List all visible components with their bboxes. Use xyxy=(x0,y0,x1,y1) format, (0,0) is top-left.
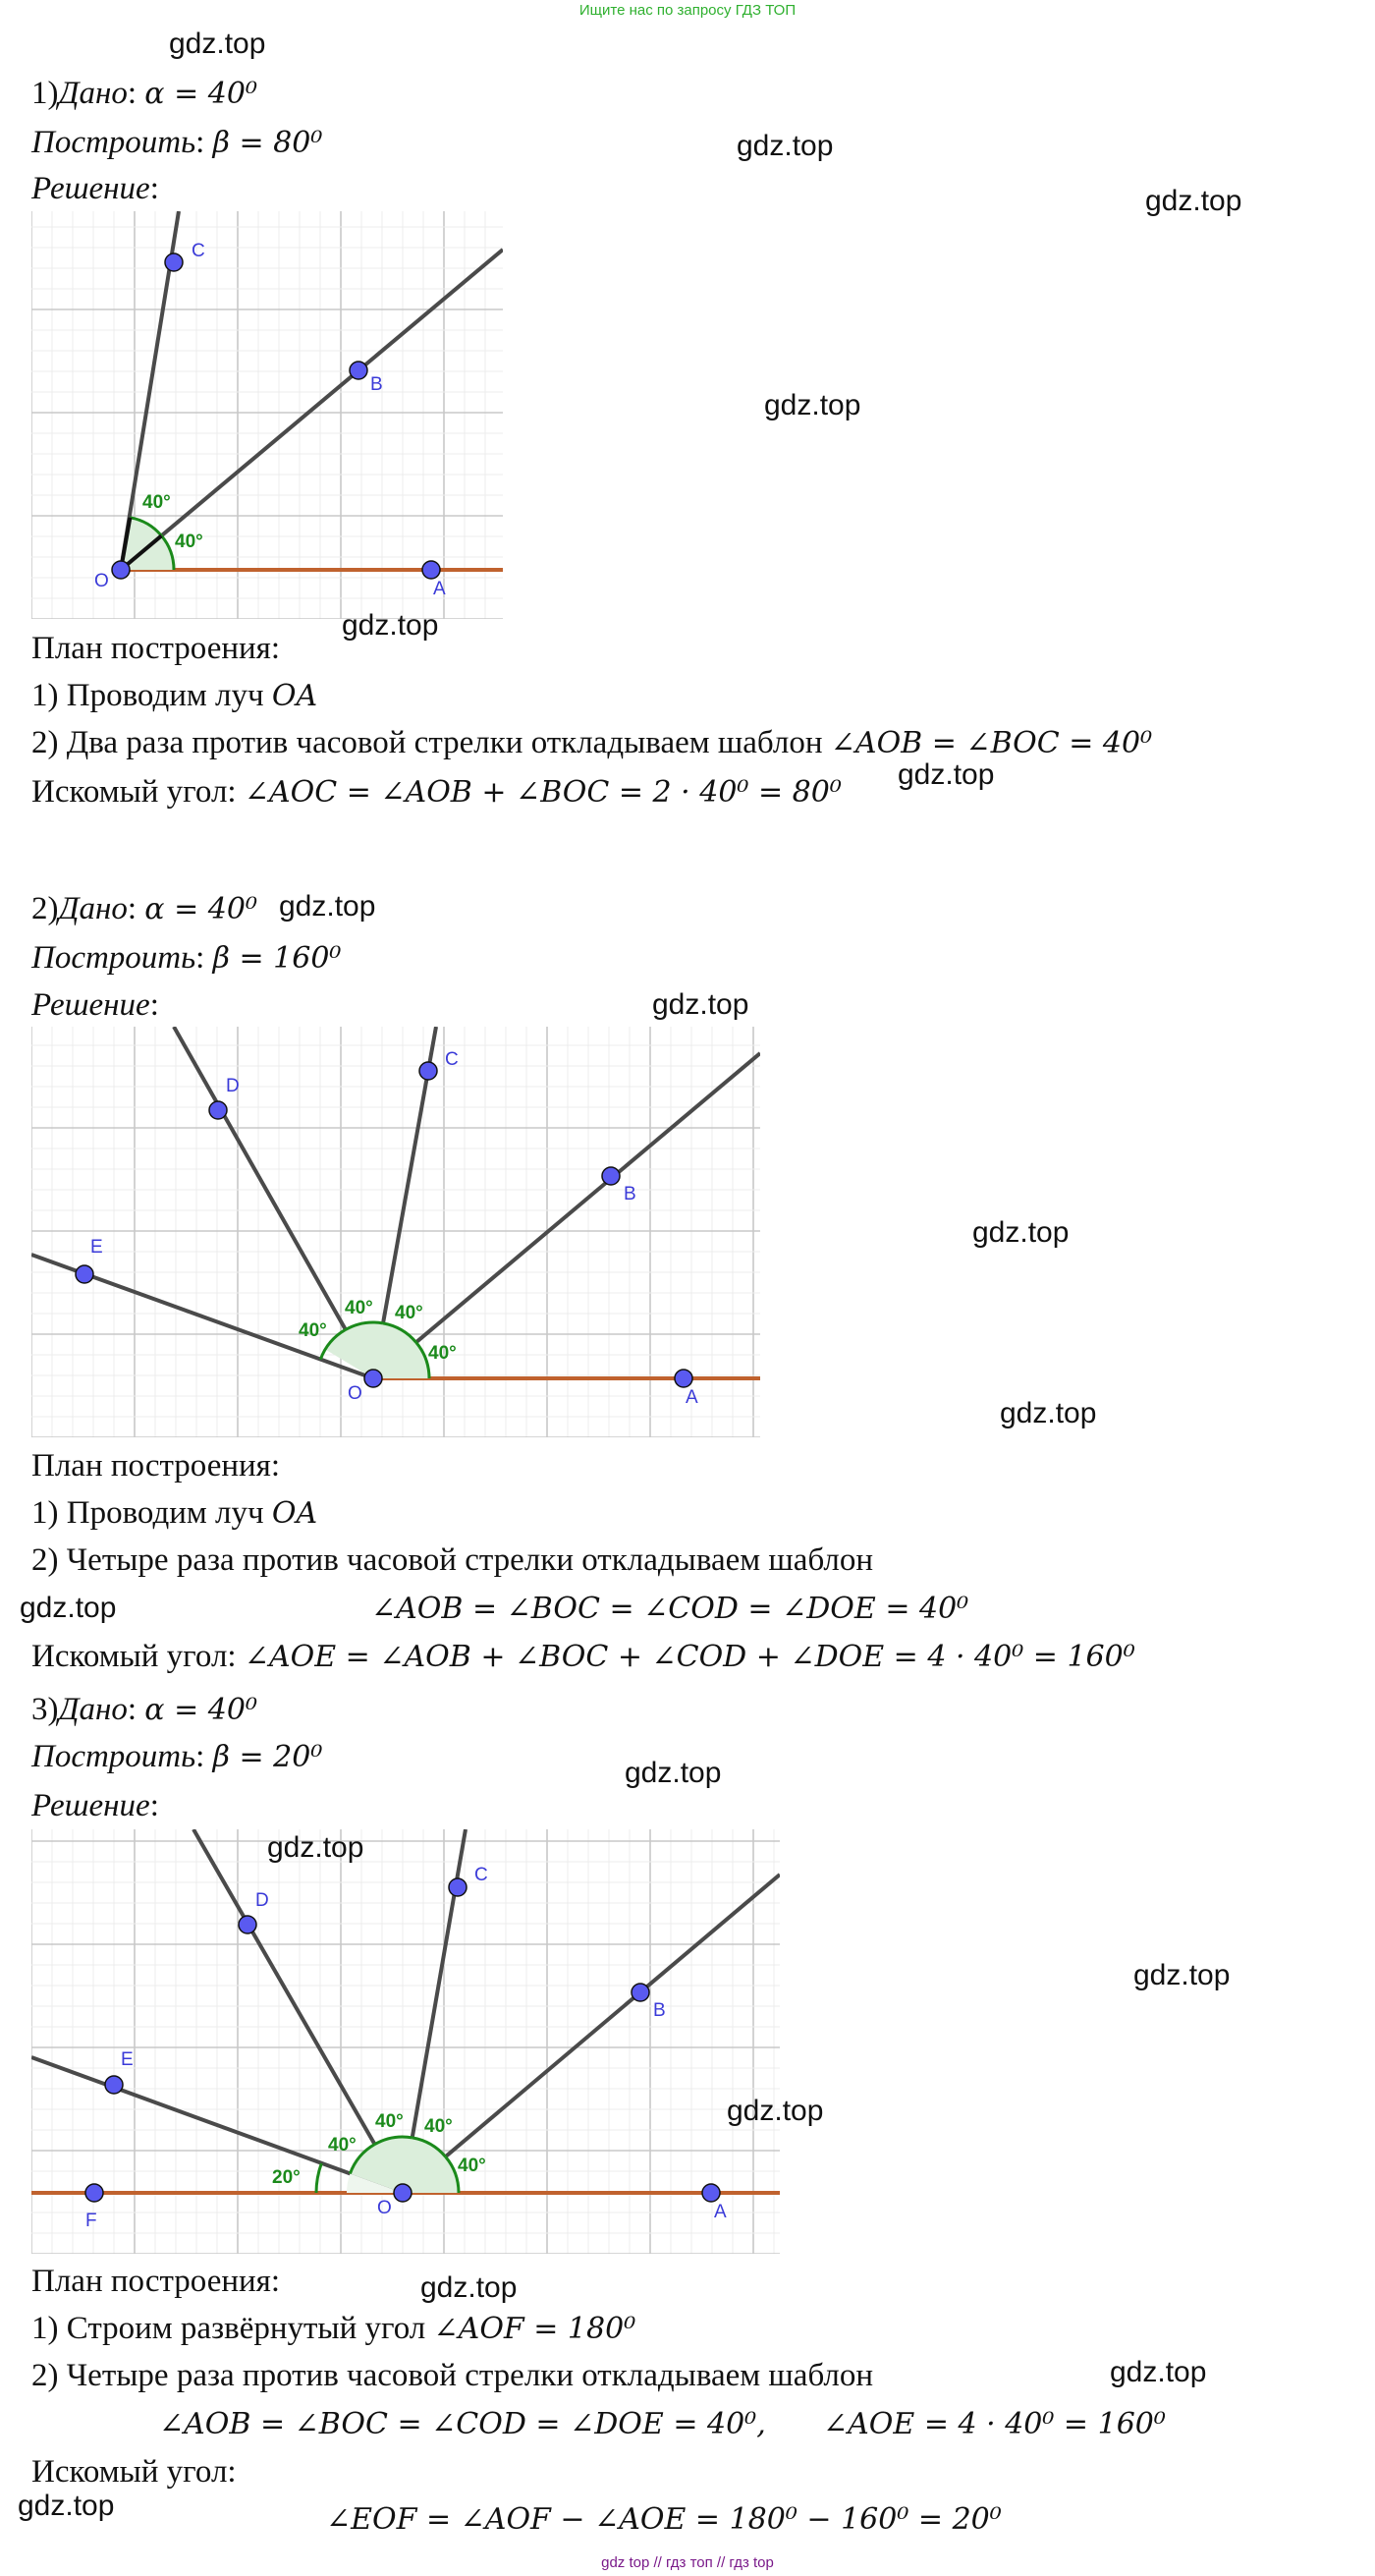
part1-result-text: Искомый угол: xyxy=(31,774,237,810)
part2-step1-math: OA xyxy=(271,1496,318,1531)
part3-point-E xyxy=(105,2076,123,2094)
part2-build-label: Построить xyxy=(31,940,196,976)
part3-label-F: F xyxy=(85,2211,97,2231)
part1-label-O: O xyxy=(94,571,109,591)
part1-given-label: Дано xyxy=(58,76,128,111)
part2-label-D: D xyxy=(226,1076,240,1096)
part3-point-B xyxy=(632,1984,649,2001)
part2-label-B: B xyxy=(624,1184,636,1204)
part1-build-label: Построить xyxy=(31,125,196,160)
part3-given-label: Дано xyxy=(58,1692,128,1727)
part2-solution-heading: Решение: xyxy=(31,987,159,1023)
part1-angle-label-1: 40° xyxy=(175,532,203,552)
footer-note: gdz top // гдз топ // гдз top xyxy=(601,2554,774,2571)
watermark: gdz.top xyxy=(1000,1397,1097,1429)
part2-angle-label-2: 40° xyxy=(395,1303,423,1323)
watermark: gdz.top xyxy=(625,1757,722,1789)
part1-step1-math: OA xyxy=(271,679,318,713)
part1-step2-text: 2) Два раза против часовой стрелки откладываем шаблон xyxy=(31,725,823,760)
part1-point-B xyxy=(350,362,367,379)
search-hint: Ищите нас по запросу ГДЗ ТОП xyxy=(578,2,797,19)
part3-label-O: O xyxy=(377,2198,392,2218)
part3-build-label: Построить xyxy=(31,1739,196,1774)
part2-build: Построить: β = 160⁰ xyxy=(31,940,342,976)
part3-solution-heading: Решение: xyxy=(31,1788,159,1823)
part2-result xyxy=(31,1637,1135,1677)
part2-label-A: A xyxy=(686,1387,698,1408)
part3-label-E: E xyxy=(121,2049,134,2070)
watermark: gdz.top xyxy=(420,2271,518,2304)
part1-step1 xyxy=(31,676,317,716)
part3-point-C xyxy=(449,1878,467,1896)
part3-step2-math-b: ∠AOE = 4 · 40⁰ = 160⁰ xyxy=(823,2407,1166,2441)
part1-solution-label: Решение xyxy=(31,171,150,206)
part1-label-C: C xyxy=(192,241,205,261)
part3-angle-label-2: 40° xyxy=(424,2116,453,2137)
watermark: gdz.top xyxy=(727,2095,824,2127)
part2-point-A xyxy=(675,1370,692,1387)
watermark: gdz.top xyxy=(898,758,995,791)
part3-point-O xyxy=(394,2184,412,2202)
part1-grid xyxy=(31,211,503,619)
watermark: gdz.top xyxy=(169,28,266,60)
watermark: gdz.top xyxy=(972,1216,1070,1249)
part1-step1-text: 1) Проводим луч xyxy=(31,678,264,713)
part1-step2 xyxy=(31,723,1152,763)
part1-result xyxy=(31,772,842,812)
part1-angle-label-2: 40° xyxy=(142,492,171,513)
part3-result-math: ∠EOF = ∠AOF − ∠AOE = 180⁰ − 160⁰ = 20⁰ xyxy=(326,2502,1002,2537)
part3-result-formula xyxy=(326,2499,1002,2540)
part2-plan-title: План построения: xyxy=(31,1448,281,1484)
part2-ray-OB xyxy=(373,1053,760,1378)
part3-build-value: β = 20⁰ xyxy=(212,1740,323,1774)
part2-label-C: C xyxy=(445,1049,459,1070)
part3-given: 3)Дано: α = 40⁰ xyxy=(31,1692,257,1727)
part2-point-C xyxy=(419,1062,437,1080)
part3-plan-title: План построения: xyxy=(31,2264,281,2299)
watermark: gdz.top xyxy=(737,130,834,162)
watermark: gdz.top xyxy=(267,1831,364,1864)
part1-point-A xyxy=(422,561,440,579)
part3-step2: 2) Четыре раза против часовой стрелки откладываем шаблон xyxy=(31,2358,874,2393)
part3-solution-label: Решение xyxy=(31,1788,150,1823)
part2-step1-text: 1) Проводим луч xyxy=(31,1495,264,1531)
part2-step2-formula xyxy=(371,1589,968,1629)
watermark: gdz.top xyxy=(764,389,861,421)
part3-angle-label-4: 40° xyxy=(328,2135,357,2156)
part3-point-A xyxy=(702,2184,720,2202)
part2-result-text: Искомый угол: xyxy=(31,1639,237,1674)
part1-given-value: α = 40⁰ xyxy=(144,77,257,111)
part2-ray-OD xyxy=(174,1027,373,1378)
part3-angle-label-1: 40° xyxy=(458,2156,486,2176)
part1-result-math: ∠AOC = ∠AOB + ∠BOC = 2 · 40⁰ = 80⁰ xyxy=(244,775,842,810)
part3-step1-math: ∠AOF = 180⁰ xyxy=(433,2312,636,2346)
part2-angle-label-4: 40° xyxy=(299,1320,327,1341)
part2-number: 2) xyxy=(31,891,59,926)
watermark: gdz.top xyxy=(1110,2356,1207,2388)
watermark: gdz.top xyxy=(1145,185,1242,217)
part2-label-E: E xyxy=(90,1237,103,1258)
part3-arc-EOF xyxy=(316,2163,321,2193)
part3-number: 3) xyxy=(31,1692,59,1727)
part1-point-O xyxy=(112,561,130,579)
part3-point-D xyxy=(239,1916,256,1933)
part3-label-A: A xyxy=(714,2202,727,2222)
part2-point-E xyxy=(76,1265,93,1283)
watermark: gdz.top xyxy=(279,890,376,923)
part2-solution-label: Решение xyxy=(31,987,150,1023)
part3-angle-label-5: 20° xyxy=(272,2167,301,2188)
part3-label-B: B xyxy=(653,2000,666,2021)
part1-number: 1) xyxy=(31,76,59,111)
part2-result-math: ∠AOE = ∠AOB + ∠BOC + ∠COD + ∠DOE = 4 · 40⁰ = 160⁰ xyxy=(244,1640,1135,1674)
part2-angle-label-3: 40° xyxy=(345,1298,373,1318)
part2-step2: 2) Четыре раза против часовой стрелки откладываем шаблон xyxy=(31,1542,874,1578)
part3-result: Искомый угол: xyxy=(31,2454,237,2490)
part2-given-label: Дано xyxy=(58,891,128,926)
part1-plan-title: План построения: xyxy=(31,631,281,666)
watermark: gdz.top xyxy=(20,1592,117,1624)
part2-label-O: O xyxy=(348,1383,362,1404)
part3-point-F xyxy=(85,2184,103,2202)
part2-point-B xyxy=(602,1167,620,1185)
part3-label-D: D xyxy=(255,1890,269,1911)
part1-ray-OB xyxy=(121,250,503,570)
part1-point-C xyxy=(165,253,183,271)
part2-construction-diagram xyxy=(31,1027,760,1437)
part1-build-value: β = 80⁰ xyxy=(212,126,323,160)
watermark: gdz.top xyxy=(1133,1959,1231,1991)
part3-step2-formula-a xyxy=(159,2404,766,2444)
part3-given-value: α = 40⁰ xyxy=(144,1693,257,1727)
part2-angle-label-1: 40° xyxy=(428,1343,457,1364)
part2-step2-math: ∠AOB = ∠BOC = ∠COD = ∠DOE = 40⁰ xyxy=(371,1592,969,1626)
part3-build: Построить: β = 20⁰ xyxy=(31,1739,323,1774)
part3-ray-OD xyxy=(193,1829,403,2193)
part1-label-A: A xyxy=(433,579,446,599)
part2-build-value: β = 160⁰ xyxy=(212,941,342,976)
part1-solution-heading: Решение: xyxy=(31,171,159,206)
part2-step1 xyxy=(31,1493,317,1534)
watermark: gdz.top xyxy=(342,609,439,642)
part3-ray-OB xyxy=(403,1875,780,2193)
part1-label-B: B xyxy=(370,374,383,395)
watermark: gdz.top xyxy=(652,988,749,1021)
part3-step2-math-a: ∠AOB = ∠BOC = ∠COD = ∠DOE = 40⁰, xyxy=(159,2407,766,2441)
part2-point-D xyxy=(209,1101,227,1119)
part3-angle-label-3: 40° xyxy=(375,2111,404,2132)
part2-given-value: α = 40⁰ xyxy=(144,892,257,926)
part1-given: 1)Дано: α = 40⁰ xyxy=(31,76,257,111)
part3-label-C: C xyxy=(474,1865,488,1885)
part2-given: 2)Дано: α = 40⁰ xyxy=(31,891,257,926)
part3-step2-formula-b xyxy=(823,2404,1166,2444)
part3-step1-text: 1) Строим развёрнутый угол xyxy=(31,2311,426,2346)
part3-step1 xyxy=(31,2309,635,2349)
part1-construction-diagram xyxy=(31,211,503,619)
part1-step2-math: ∠AOB = ∠BOC = 40⁰ xyxy=(830,726,1153,760)
part2-point-O xyxy=(364,1370,382,1387)
part1-build: Построить: β = 80⁰ xyxy=(31,125,323,160)
watermark: gdz.top xyxy=(18,2490,115,2522)
part3-construction-diagram xyxy=(31,1829,780,2254)
